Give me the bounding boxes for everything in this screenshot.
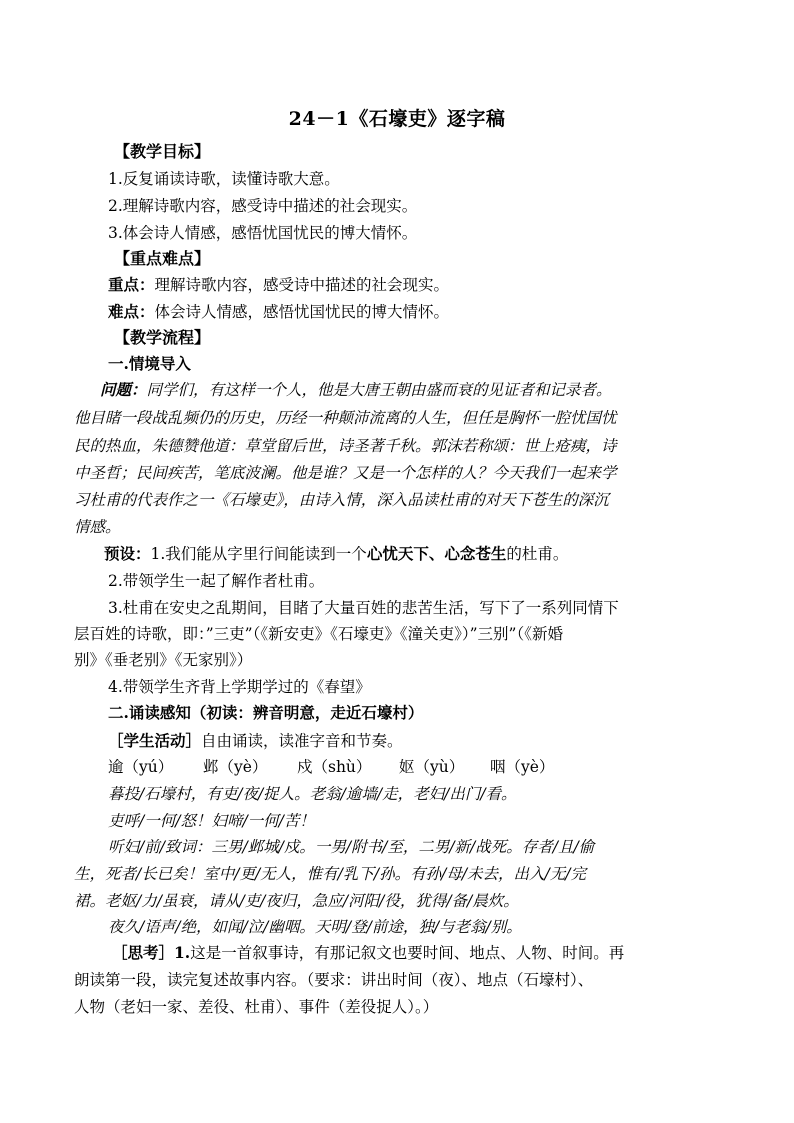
section-1-heading: 一.情境导入 bbox=[108, 354, 191, 373]
think-line bbox=[112, 942, 624, 964]
poem-line: 吏呼/一何/怒！妇啼/一何/苦！ bbox=[108, 812, 315, 830]
pinyin-item: 妪（yù） bbox=[399, 758, 465, 776]
goals-heading: 【教学目标】 bbox=[114, 142, 211, 161]
goal-item: 3.体会诗人情感，感悟忧国忧民的博大情怀。 bbox=[108, 224, 418, 242]
key-point-label: 重点： bbox=[108, 275, 155, 294]
think-line: 朗读第一段，读完复述故事内容。（要求：讲出时间（夜）、地点（石壕村）、 bbox=[74, 971, 594, 989]
question-line: 情感。 bbox=[74, 518, 121, 536]
goal-item: 2.理解诗歌内容，感受诗中描述的社会现实。 bbox=[108, 197, 418, 215]
poem-line: 听妇/前/致词：三男/邺城/戍。一男/附书/至，二男/新/战死。存者/且/偷 bbox=[108, 838, 595, 856]
question-line: 习杜甫的代表作之一《石壕吏》，由诗入情，深入品读杜甫的对天下苍生的深沉 bbox=[74, 491, 609, 509]
preset-3-line: 层百姓的诗歌，即：”三吏”（《新安吏》《石壕吏》《潼关吏》）”三别”（《新婚 bbox=[74, 625, 563, 643]
preset-1-end: 的杜甫。 bbox=[506, 545, 569, 563]
pinyin-item: 戍（shù） bbox=[297, 758, 372, 776]
difficulty-heading: 【重点难点】 bbox=[114, 249, 211, 268]
pinyin-item: 邺（yè） bbox=[203, 758, 268, 776]
document-title: 24－1《石壕吏》逐字稿 bbox=[288, 108, 506, 130]
poem-line: 裙。老妪/力/虽衰，请从/吏/夜归，急应/河阳/役，犹得/备/晨炊。 bbox=[74, 892, 519, 910]
preset-label: 预设： bbox=[104, 544, 151, 563]
key-point bbox=[108, 274, 449, 296]
activity-label: ［学生活动］ bbox=[108, 731, 202, 750]
preset-1-emphasis: 心忧天下、心念苍生 bbox=[366, 544, 507, 563]
poem-line: 夜久/语声/绝，如闻/泣/幽咽。天明/登/前途，独/与老翁/别。 bbox=[108, 918, 522, 936]
hard-point-text: 体会诗人情感，感悟忧国忧民的博大情怀。 bbox=[154, 303, 450, 321]
section-2-heading: 二.诵读感知（初读：辨音明意，走近石壕村） bbox=[108, 703, 424, 722]
question-line: 中圣哲；民间疾苦，笔底波澜。他是谁？又是一个怎样的人？今天我们一起来学 bbox=[74, 464, 617, 482]
hard-point-label: 难点： bbox=[108, 302, 155, 321]
preset-1-text: 1.我们能从字里行间能读到一个 bbox=[150, 545, 367, 563]
preset-1 bbox=[104, 543, 568, 565]
key-point-text: 理解诗歌内容，感受诗中描述的社会现实。 bbox=[154, 276, 450, 294]
process-heading: 【教学流程】 bbox=[114, 328, 211, 347]
poem-line: 暮投/石壕村，有吏/夜/捉人。老翁/逾墙/走，老妇/出门/看。 bbox=[108, 785, 517, 803]
think-text: 这是一首叙事诗，有那记叙文也要时间、地点、人物、时间。再 bbox=[190, 944, 625, 962]
poem-line: 生，死者/长已矣！室中/更/无人，惟有/乳下/孙。有孙/母/未去，出入/无/完 bbox=[74, 865, 587, 883]
preset-3-line: 3.杜甫在安史之乱期间，目睹了大量百姓的悲苦生活，写下了一系列同情下 bbox=[108, 599, 619, 617]
pinyin-item: 逾（yú） bbox=[108, 758, 174, 776]
question-text: 同学们，有这样一个人，他是大唐王朝由盛而衰的见证者和记录者。 bbox=[146, 381, 612, 399]
question-line: 民的热血，朱德赞他道：草堂留后世，诗圣著千秋。郭沫若称颂：世上疮痍，诗 bbox=[74, 437, 617, 455]
question-line bbox=[100, 379, 612, 401]
preset-4: 4.带领学生齐背上学期学过的《春望》 bbox=[108, 678, 371, 696]
student-activity bbox=[108, 730, 403, 752]
hard-point bbox=[108, 301, 449, 323]
think-line: 人物（老妇一家、差役、杜甫）、事件（差役捉人）。） bbox=[74, 998, 439, 1016]
question-label: 问题： bbox=[100, 380, 147, 399]
question-line: 他目睹一段战乱频仍的历史，历经一种颠沛流离的人生，但任是胸怀一腔忧国忧 bbox=[74, 409, 617, 427]
preset-2: 2.带领学生一起了解作者杜甫。 bbox=[108, 572, 325, 590]
think-label: ［思考］ bbox=[112, 943, 175, 962]
pinyin-item: 咽（yè） bbox=[490, 758, 555, 776]
goal-item: 1.反复诵读诗歌，读懂诗歌大意。 bbox=[108, 170, 340, 188]
think-number: 1. bbox=[174, 943, 191, 962]
preset-3-line: 别》《垂老别》《无家别》） bbox=[74, 651, 253, 669]
activity-text: 自由诵读，读准字音和节奏。 bbox=[201, 732, 403, 750]
